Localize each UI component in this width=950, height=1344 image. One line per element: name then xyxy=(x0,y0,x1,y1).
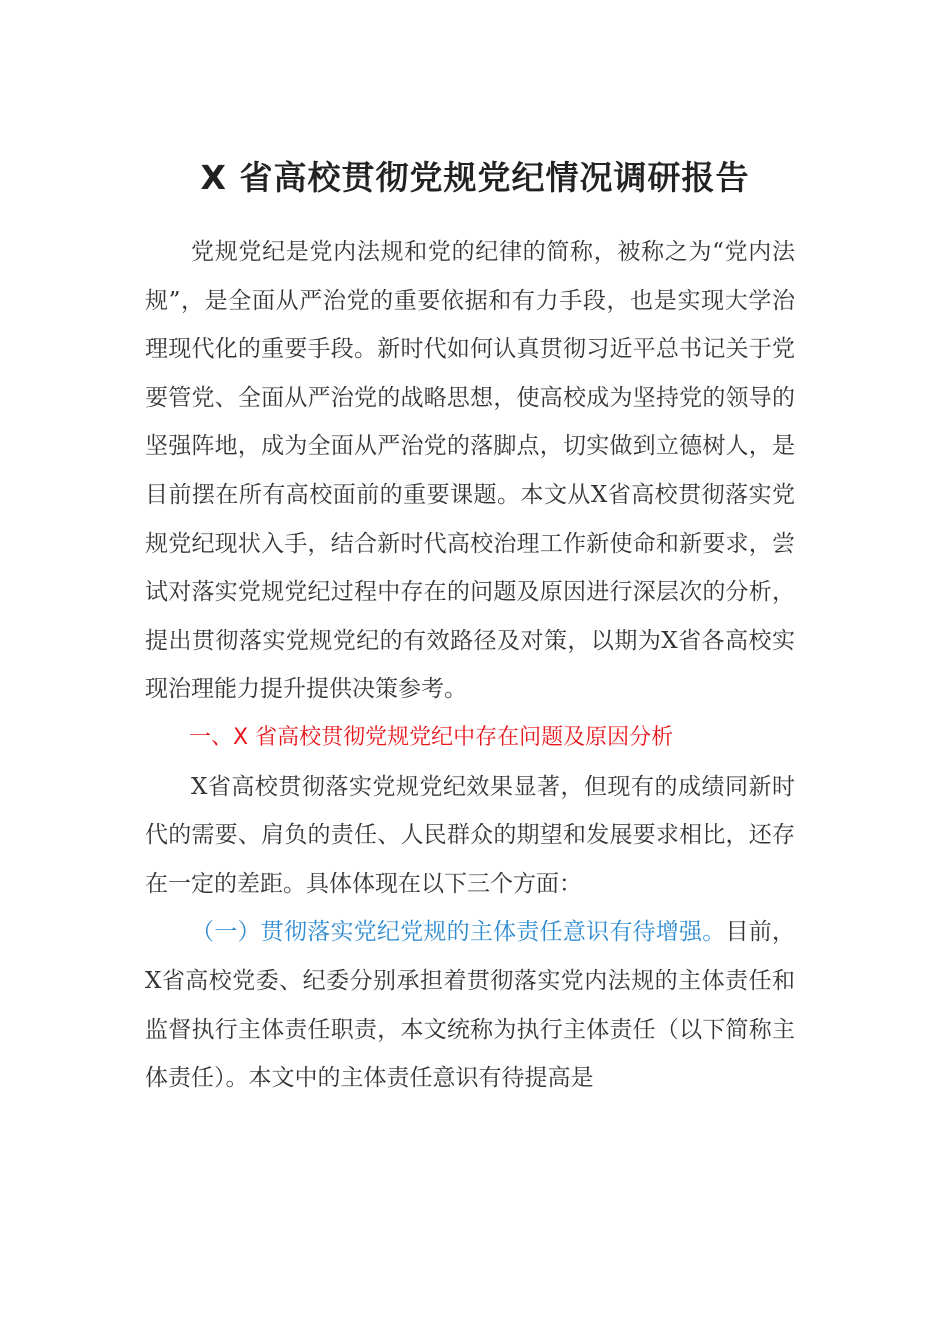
subsection-1-heading: （一）贯彻落实党纪党规的主体责任意识有待增强。 xyxy=(191,919,726,946)
document-body xyxy=(145,228,795,1103)
intro-paragraph: 党规党纪是党内法规和党的纪律的简称，被称之为“党内法规”，是全面从严治党的重要依据和有力手段，也是实现大学治理现代化的重要手段。新时代如何认真贯彻习近平总书记关于党要管党、全面从严治党的战略思想，使高校成为坚持党的领导的坚强阵地，成为全面从严治党的落脚点，切实做到立德树人，是目前摆在所有高校面前的重要课题。本文从X省高校贯彻落实党规党纪现状入手，结合新时代高校治理工作新使命和新要求，尝试对落实党规党纪过程中存在的问题及原因进行深层次的分析，提出贯彻落实党规党纪的有效路径及对策，以期为X省各高校实现治理能力提升提供决策参考。 xyxy=(145,239,795,703)
section-1-paragraph: X省高校贯彻落实党规党纪效果显著，但现有的成绩同新时代的需要、肩负的责任、人民群众的期望和发展要求相比，还存在一定的差距。具体体现在以下三个方面： xyxy=(145,773,795,897)
section-1-heading: 一、X 省高校贯彻党规党纪中存在问题及原因分析 xyxy=(189,724,674,750)
document-title: X 省高校贯彻党规党纪情况调研报告 xyxy=(200,158,750,197)
subsection-1-text: 目前，X省高校党委、纪委分别承担着贯彻落实党内法规的主体责任和监督执行主体责任职责，本文统称为执行主体责任（以下简称主体责任）。本文中的主体责任意识有待提高是 xyxy=(145,919,796,1092)
subsection-1-paragraph xyxy=(145,908,795,1102)
